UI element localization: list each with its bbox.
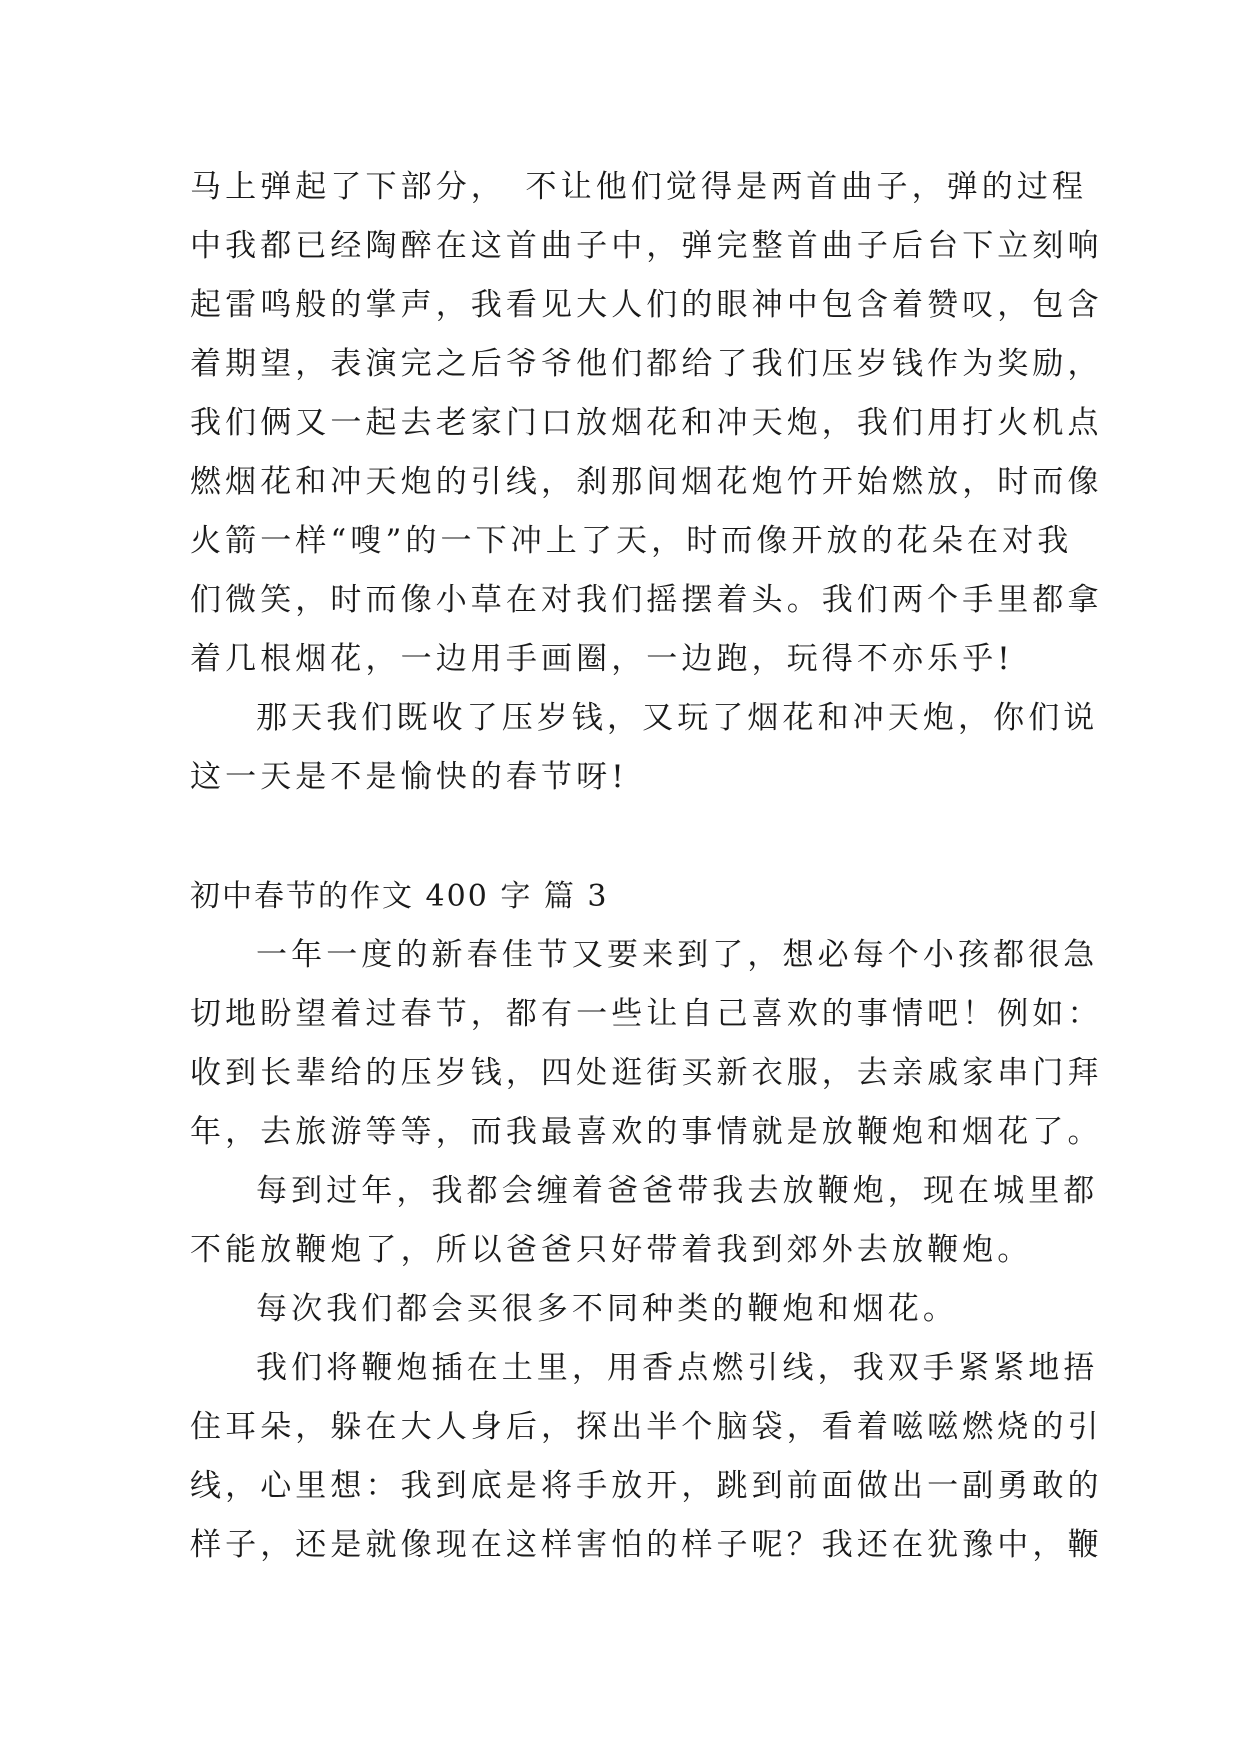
text-line: 年，去旅游等等，而我最喜欢的事情就是放鞭炮和烟花了。: [190, 1114, 1103, 1150]
text-line: 起雷鸣般的掌声，我看见大人们的眼神中包含着赞叹，包含: [190, 287, 1103, 323]
text-line: 们微笑，时而像小草在对我们摇摆着头。我们两个手里都拿: [190, 582, 1103, 618]
text-line: 住耳朵，躲在大人身后，探出半个脑袋，看着嗞嗞燃烧的引: [190, 1409, 1103, 1445]
text-line: 火箭一样“嗖”的一下冲上了天，时而像开放的花朵在对我: [190, 523, 1073, 559]
text-line: 线，心里想：我到底是将手放开，跳到前面做出一副勇敢的: [190, 1468, 1103, 1504]
text-line: 着几根烟花，一边用手画圈，一边跑，玩得不亦乐乎!: [190, 641, 1014, 677]
text-line: 着期望，表演完之后爷爷他们都给了我们压岁钱作为奖励，: [190, 346, 1103, 382]
text-line: 我们俩又一起去老家门口放烟花和冲天炮，我们用打火机点: [190, 405, 1103, 441]
text-line: 中我都已经陶醉在这首曲子中，弹完整首曲子后台下立刻响: [190, 228, 1103, 264]
text-line: 这一天是不是愉快的春节呀!: [190, 759, 628, 795]
text-line-indented: 每次我们都会买很多不同种类的鞭炮和烟花。: [256, 1291, 958, 1327]
text-line-indented: 那天我们既收了压岁钱，又玩了烟花和冲天炮，你们说: [256, 700, 1099, 736]
text-line: 收到长辈给的压岁钱，四处逛街买新衣服，去亲戚家串门拜: [190, 1055, 1103, 1091]
text-line: 马上弹起了下部分， 不让他们觉得是两首曲子，弹的过程: [190, 169, 1088, 205]
text-line-indented: 我们将鞭炮插在土里，用香点燃引线，我双手紧紧地捂: [256, 1350, 1099, 1386]
section-heading: 初中春节的作文 400 字 篇 3: [190, 879, 609, 914]
document-body: [190, 158, 1103, 1575]
text-line: 样子，还是就像现在这样害怕的样子呢？我还在犹豫中，鞭: [190, 1527, 1103, 1563]
text-line: 燃烟花和冲天炮的引线，刹那间烟花炮竹开始燃放，时而像: [190, 464, 1103, 500]
text-line-indented: 每到过年，我都会缠着爸爸带我去放鞭炮，现在城里都: [256, 1173, 1099, 1209]
section-gap: [190, 807, 1070, 867]
text-line: 切地盼望着过春节，都有一些让自己喜欢的事情吧！例如：: [190, 996, 1103, 1032]
text-line-indented: 一年一度的新春佳节又要来到了，想必每个小孩都很急: [256, 937, 1099, 973]
previous-essay-continuation: [190, 158, 1103, 807]
text-line: 不能放鞭炮了，所以爸爸只好带着我到郊外去放鞭炮。: [190, 1232, 1033, 1268]
essay-section-3: [190, 867, 1103, 1575]
